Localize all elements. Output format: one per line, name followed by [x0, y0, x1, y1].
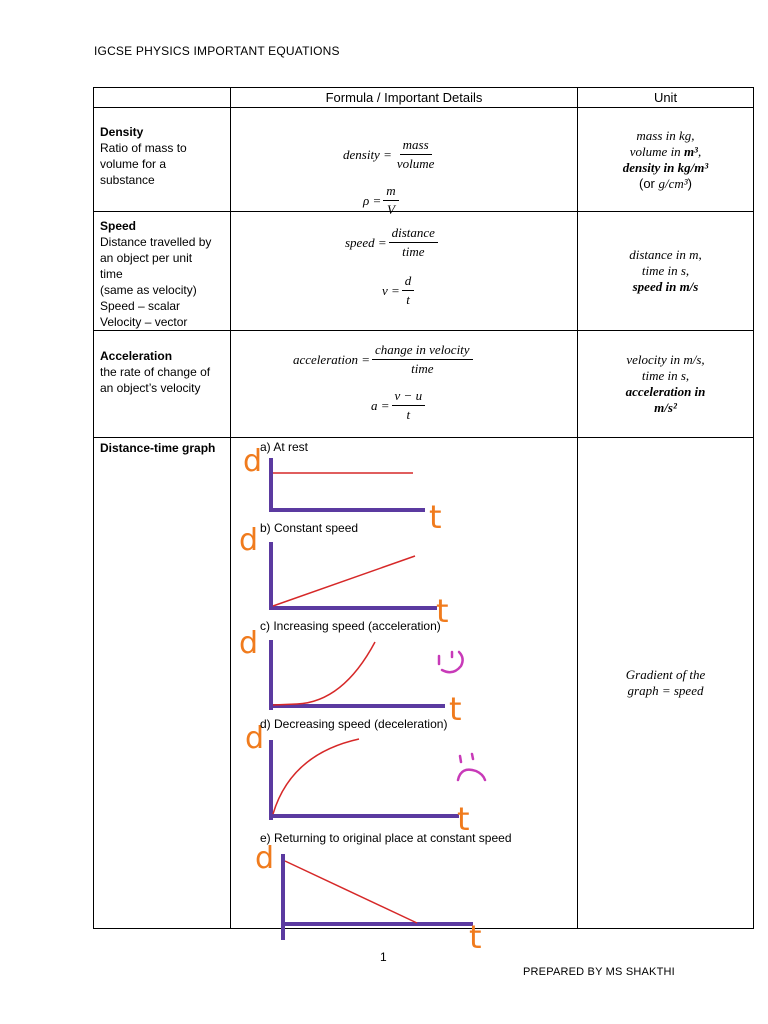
distance-time-topic	[94, 438, 231, 929]
speed-desc-4: (same as velocity)	[100, 283, 197, 297]
graph-e-t-label: t	[469, 918, 482, 956]
equations-table	[93, 87, 754, 956]
speed-equation-words: speed = $\frac{\text{distance}}{\text{time}}$	[345, 226, 440, 259]
speed-unit-1: distance in m,	[629, 247, 702, 262]
acceleration-row	[94, 331, 754, 438]
document-title: IGCSE PHYSICS IMPORTANT EQUATIONS	[94, 44, 340, 58]
graph-constant-speed	[239, 523, 449, 630]
density-equation-symbols: ρ = $\frac{m}{V}$	[363, 184, 401, 217]
graph-returning	[255, 841, 482, 956]
acceleration-topic	[94, 331, 231, 438]
density-equation-words: density = $\frac{\text{mass}}{\text{volume}}$	[343, 137, 435, 171]
graph-d-d-label: d	[245, 721, 265, 756]
distance-time-graphs	[231, 438, 578, 956]
graph-e-d-label: d	[255, 841, 275, 876]
speed-desc-1: Distance travelled by	[100, 235, 212, 249]
speed-unit	[578, 212, 754, 331]
graph-b-d-label: d	[239, 523, 259, 558]
distance-time-unit-2: graph = speed	[627, 683, 704, 698]
density-row	[94, 108, 754, 212]
speed-topic	[94, 212, 231, 331]
page-number: 1	[380, 950, 387, 964]
sad-face-icon	[458, 754, 485, 780]
speed-desc-2: an object per unit	[100, 251, 193, 265]
distance-time-unit	[578, 438, 754, 929]
graph-b-label: b) Constant speed	[260, 521, 359, 535]
speed-desc-6: Velocity – vector	[100, 315, 188, 329]
speed-desc-5: Speed – scalar	[100, 299, 181, 313]
density-unit-1: mass in kg,	[636, 127, 695, 143]
graph-c-d-label: d	[239, 626, 259, 661]
acceleration-unit-2: time in s,	[641, 368, 690, 383]
acceleration-unit-1: velocity in m/s,	[626, 352, 705, 367]
graph-b-line	[273, 556, 415, 606]
density-unit	[578, 108, 754, 212]
acceleration-desc-2: an object’s velocity	[100, 381, 201, 395]
acceleration-equation-symbols: a = $\frac{v - u}{t}$	[371, 389, 427, 422]
density-name: Density	[100, 125, 144, 139]
graph-e-line	[285, 861, 417, 923]
graph-increasing-speed	[239, 626, 463, 728]
speed-unit-3: speed in m/s	[632, 279, 699, 294]
smiley-face-icon	[439, 652, 463, 672]
graph-a-t-label: t	[429, 498, 442, 536]
speed-name: Speed	[100, 219, 137, 233]
graph-d-curve	[273, 739, 359, 814]
header-topic	[94, 88, 231, 108]
graph-a-d-label: d	[243, 444, 263, 479]
footer-credit: PREPARED BY MS SHAKTHI	[523, 966, 675, 978]
density-unit-4: (or g/cm³)	[638, 175, 692, 191]
graph-c-label: c) Increasing speed (acceleration)	[260, 619, 441, 633]
graph-a-label: a) At rest	[260, 440, 309, 454]
density-unit-3: density in kg/m³	[622, 159, 709, 175]
distance-time-name: Distance-time graph	[100, 441, 216, 455]
density-formula	[231, 108, 578, 217]
acceleration-unit-4: m/s²	[654, 400, 677, 415]
distance-time-sketches	[231, 438, 578, 956]
speed-equation-symbols: v = $\frac{d}{t}$	[382, 274, 416, 307]
acceleration-formula	[231, 331, 578, 438]
acceleration-unit-3: acceleration in	[625, 384, 706, 399]
graph-e-label: e) Returning to original place at constant speed	[260, 831, 512, 845]
header-row	[94, 88, 754, 108]
speed-desc-3: time	[100, 267, 123, 281]
graph-c-t-label: t	[449, 690, 462, 728]
acceleration-unit	[578, 331, 754, 438]
header-formula: Formula / Important Details	[231, 88, 578, 108]
speed-row	[94, 212, 754, 331]
distance-time-unit-1: Gradient of the	[625, 667, 706, 682]
speed-unit-2: time in s,	[641, 263, 690, 278]
density-unit-2: volume in m³,	[629, 143, 702, 159]
distance-time-row	[94, 438, 754, 929]
density-desc-2: volume for a	[100, 157, 167, 171]
acceleration-desc-1: the rate of change of	[100, 365, 211, 379]
graph-d-label: d) Decreasing speed (deceleration)	[260, 717, 448, 731]
graph-decreasing-speed	[245, 721, 485, 838]
density-desc-1: Ratio of mass to	[100, 141, 187, 155]
speed-formula	[231, 212, 578, 331]
header-unit: Unit	[578, 88, 754, 108]
acceleration-name: Acceleration	[100, 349, 173, 363]
graph-d-t-label: t	[457, 800, 470, 838]
graph-c-curve	[273, 642, 375, 705]
density-desc-3: substance	[100, 173, 155, 187]
acceleration-equation-words: acceleration = $\frac{\text{change in velocity}}{\text{time}}$	[293, 343, 475, 376]
density-topic	[94, 108, 231, 212]
graph-b-t-label: t	[436, 592, 449, 630]
